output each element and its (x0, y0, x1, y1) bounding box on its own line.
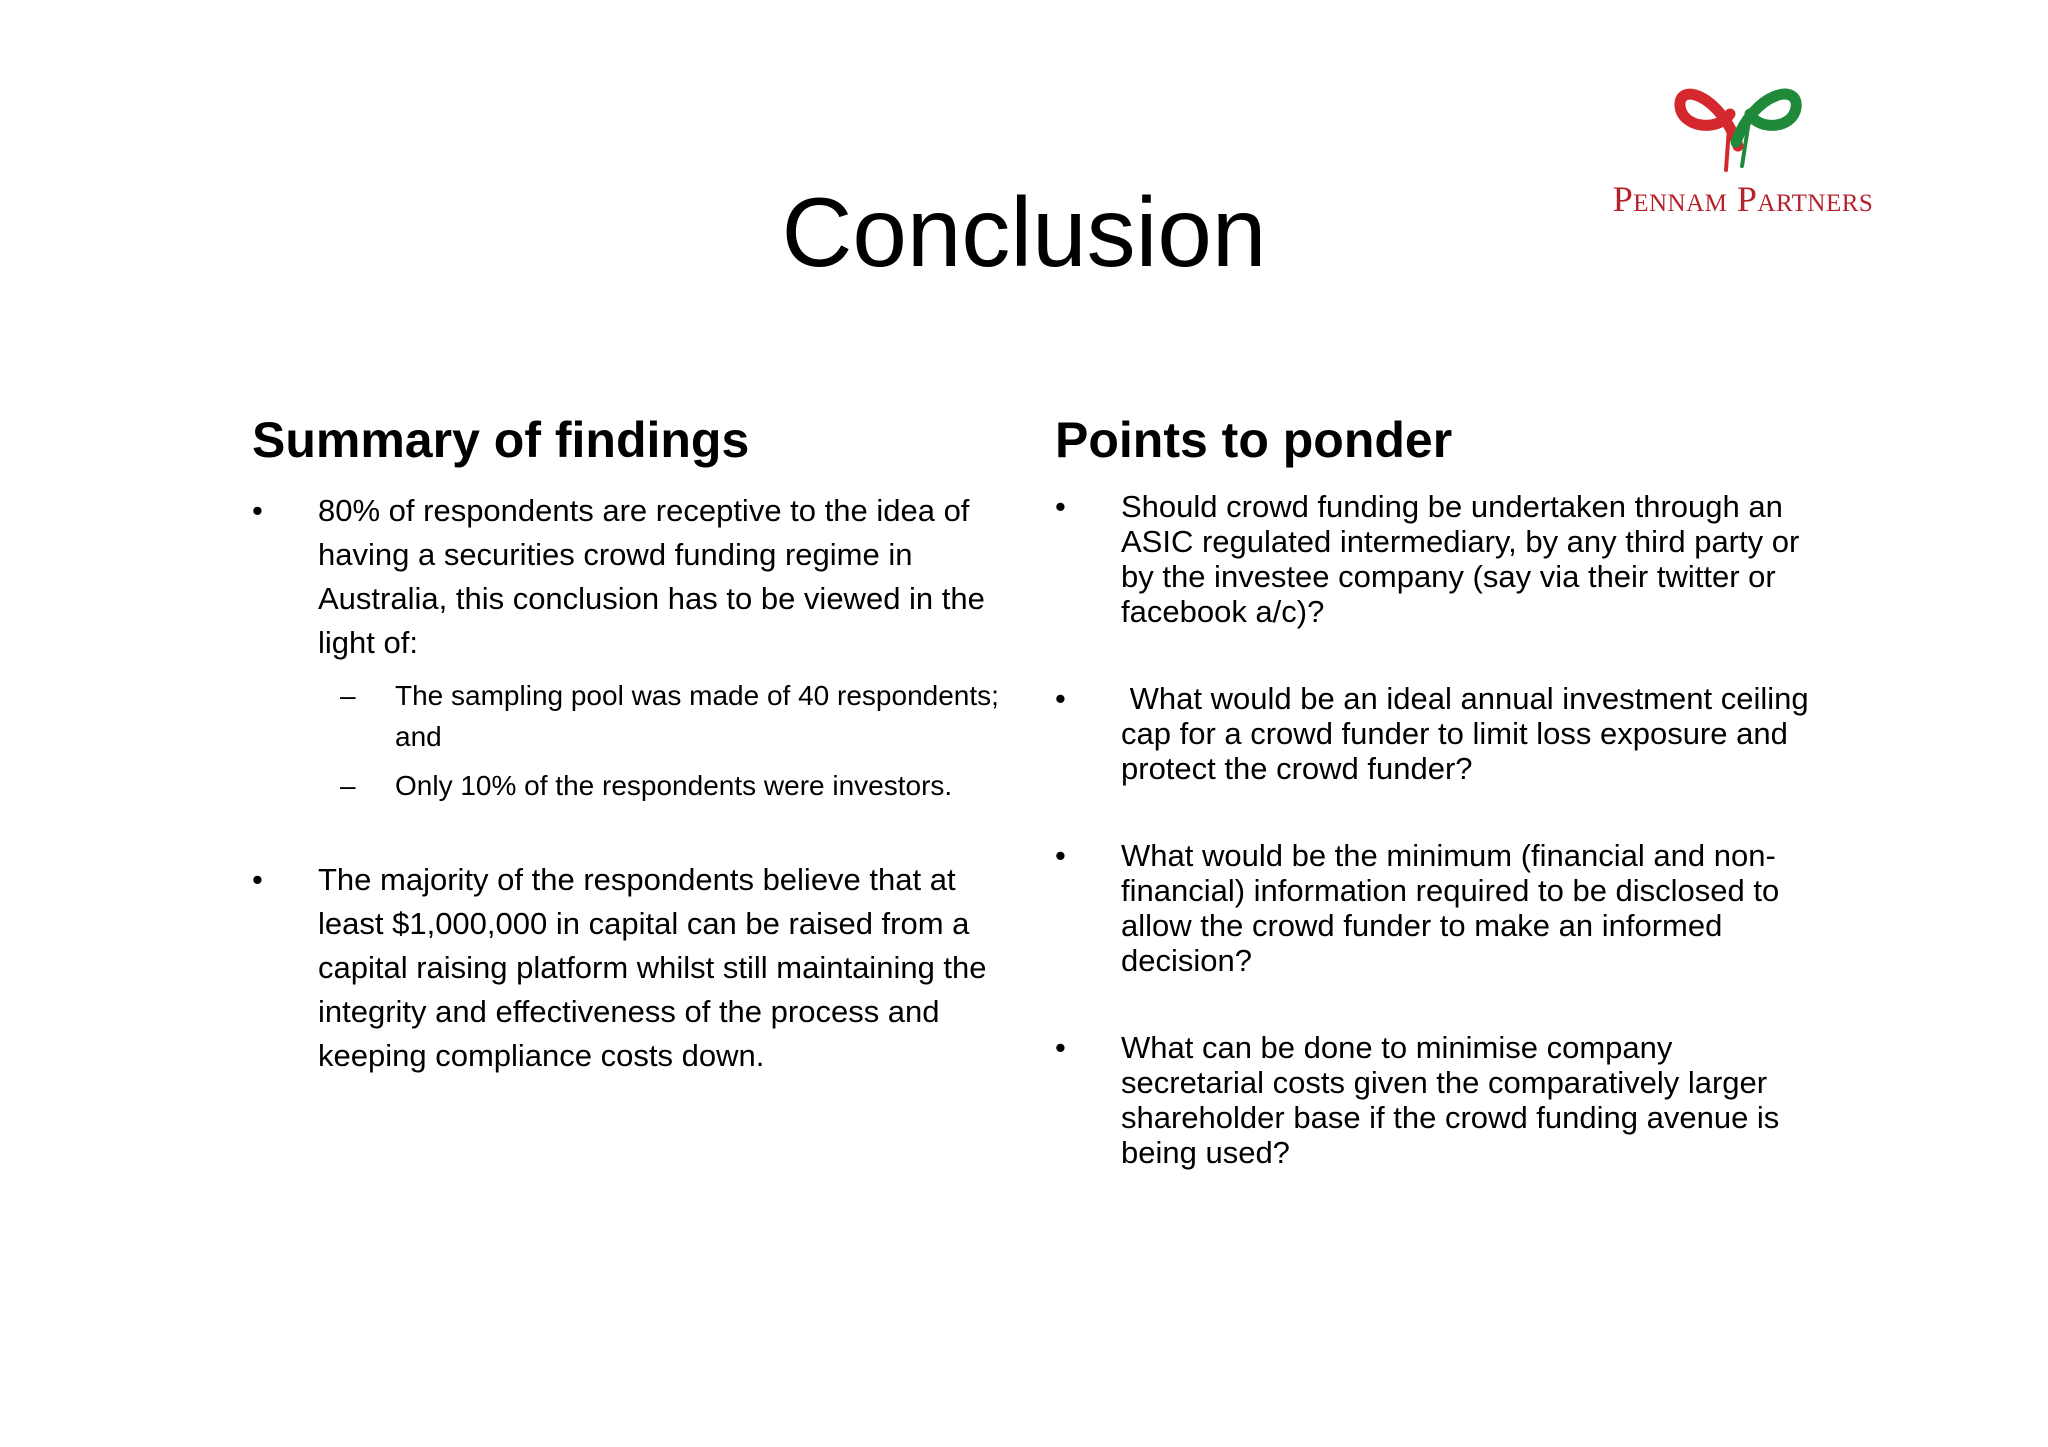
list-item (1055, 489, 1815, 629)
points-heading: Points to ponder (1055, 412, 1453, 468)
bullet-text: What would be an ideal annual investment ceiling cap for a crowd funder to limit loss exposure and protect the crowd funder? (1121, 681, 1818, 786)
bullet-text: 80% of respondents are receptive to the idea of having a securities crowd funding regime in Australia, this conclusion has to be viewed in the light of: (318, 493, 985, 660)
list-item (1055, 838, 1815, 978)
bullet-marker: • (252, 862, 263, 897)
bullet-marker: • (252, 493, 263, 528)
list-item (252, 858, 1002, 1078)
bullet-text: Should crowd funding be undertaken through an ASIC regulated intermediary, by any third party or by the investee company (say via their twitter or facebook a/c)? (1121, 489, 1800, 629)
sub-list-item (318, 675, 1002, 757)
sub-list (318, 675, 1002, 806)
bullet-marker: • (1055, 681, 1066, 716)
list-item (1055, 1030, 1815, 1170)
bullet-text: The majority of the respondents believe that at least $1,000,000 in capital can be raised from a capital raising platform whilst still maintaining the integrity and effectiveness of the process and keeping compliance costs down. (318, 862, 987, 1073)
list-item (1055, 681, 1818, 786)
ribbon-logo-icon (1670, 84, 1810, 174)
summary-heading: Summary of findings (252, 412, 750, 468)
sub-bullet-text: Only 10% of the respondents were investors. (395, 770, 953, 801)
summary-list (252, 489, 1002, 1078)
bullet-marker: • (1055, 838, 1066, 873)
summary-column (252, 405, 1002, 1078)
logo-text: Pennam Partners (1612, 179, 1874, 219)
points-column (1055, 405, 1818, 1170)
bullet-text: What can be done to minimise company secretarial costs given the comparatively larger shareholder base if the crowd funding avenue is being used? (1121, 1030, 1780, 1170)
points-list (1055, 489, 1818, 1170)
sub-bullet-text: The sampling pool was made of 40 respondents; and (395, 680, 999, 752)
sub-bullet-marker: – (340, 680, 356, 711)
bullet-marker: • (1055, 489, 1066, 524)
bullet-marker: • (1055, 1030, 1066, 1065)
list-item (252, 489, 1002, 806)
sub-bullet-marker: – (340, 770, 356, 801)
slide-title: Conclusion (781, 177, 1267, 287)
bullet-text: What would be the minimum (financial and non-financial) information required to be disclosed to allow the crowd funder to make an informed decision? (1121, 838, 1780, 978)
sub-list-item (318, 765, 1002, 806)
